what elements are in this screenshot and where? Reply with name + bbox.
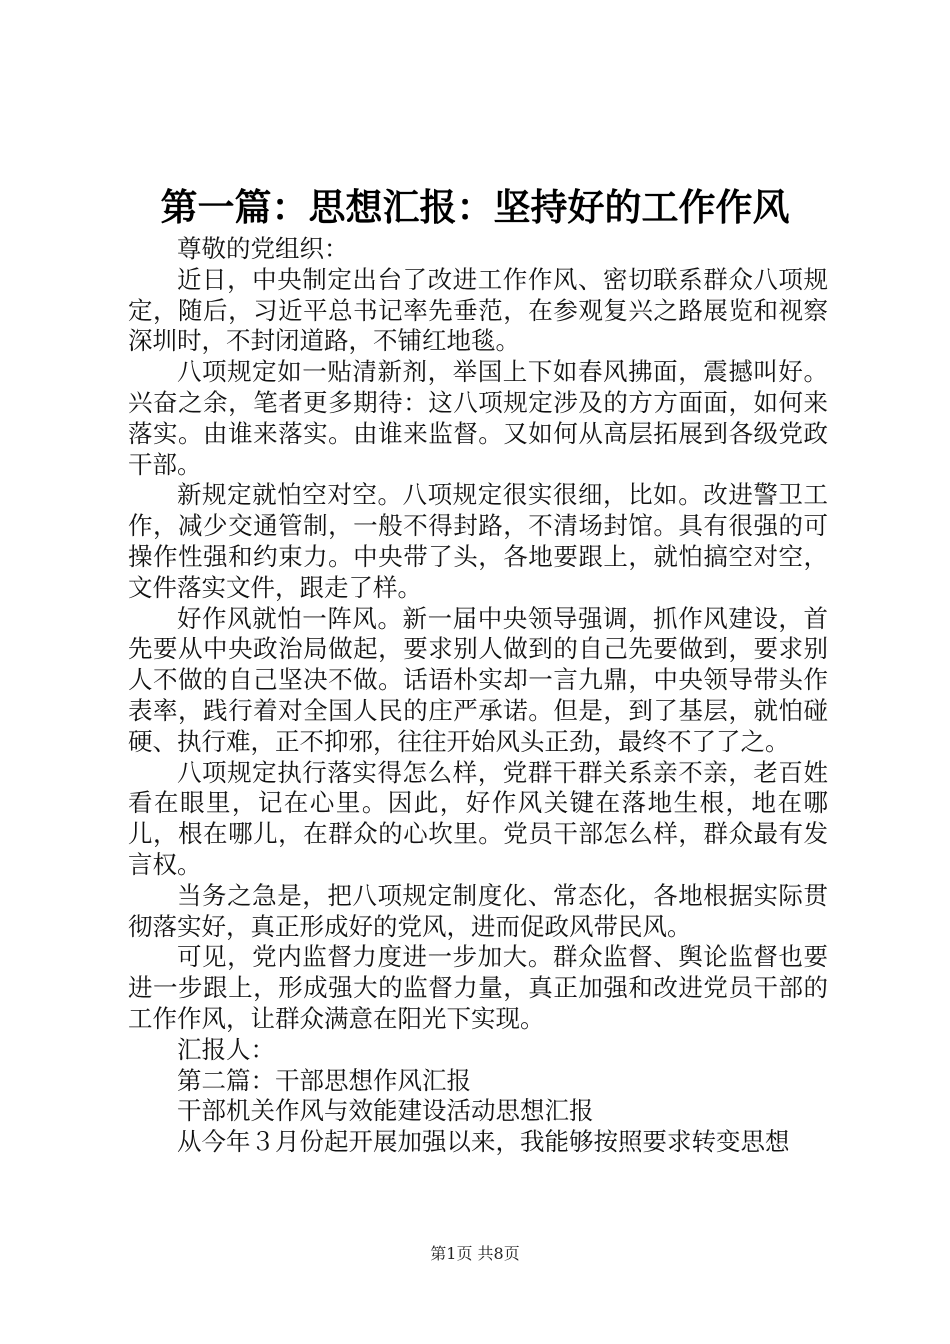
- section-heading: 第二篇：干部思想作风汇报: [177, 1065, 471, 1095]
- document-body: [128, 234, 828, 1158]
- paragraph: 新规定就怕空对空。八项规定很实很细，比如。改进警卫工作，减少交通管制，一般不得封路，不清场封馆。具有很强的可操作性强和约束力。中央带了头，各地要跟上，就怕搞空对空，文件落实文件，跟走了样。: [128, 480, 828, 602]
- paragraph: 可见，党内监督力度进一步加大。群众监督、舆论监督也要进一步跟上，形成强大的监督力量，真正加强和改进党员干部的工作作风，让群众满意在阳光下实现。: [128, 942, 828, 1033]
- paragraph-reporter: 汇报人：: [177, 1034, 275, 1064]
- paragraph: 八项规定如一贴清新剂，举国上下如春风拂面，震撼叫好。兴奋之余，笔者更多期待：这八项规定涉及的方方面面，如何来落实。由谁来落实。由谁来监督。又如何从高层拓展到各级党政干部。: [128, 357, 828, 479]
- document-title: 第一篇：思想汇报：坚持好的工作作风: [160, 186, 790, 229]
- paragraph: 近日，中央制定出台了改进工作作风、密切联系群众八项规定，随后，习近平总书记率先垂范，在参观复兴之路展览和视察深圳时，不封闭道路，不铺红地毯。: [128, 264, 828, 356]
- paragraph: 从今年３月份起开展加强以来，我能够按照要求转变思想: [177, 1127, 790, 1157]
- section-subheading: 干部机关作风与效能建设活动思想汇报: [177, 1096, 594, 1126]
- paragraph: 八项规定执行落实得怎么样，党群干群关系亲不亲，老百姓看在眼里，记在心里。因此，好作风关键在落地生根，地在哪儿，根在哪儿，在群众的心坎里。党员干部怎么样，群众最有发言权。: [128, 757, 828, 879]
- page-footer: 第1页 共8页: [430, 1244, 520, 1263]
- paragraph-salutation: 尊敬的党组织：: [177, 234, 349, 263]
- paragraph: 好作风就怕一阵风。新一届中央领导强调，抓作风建设，首先要从中央政治局做起，要求别人做到的自己先要做到，要求别人不做的自己坚决不做。话语朴实却一言九鼎，中央领导带头作表率，践行着对全国人民的庄严承诺。但是，到了基层，就怕碰硬、执行难，正不抑邪，往往开始风头正劲，最终不了了之。: [128, 603, 828, 756]
- paragraph: 当务之急是，把八项规定制度化、常态化，各地根据实际贯彻落实好，真正形成好的党风，进而促政风带民风。: [128, 880, 828, 941]
